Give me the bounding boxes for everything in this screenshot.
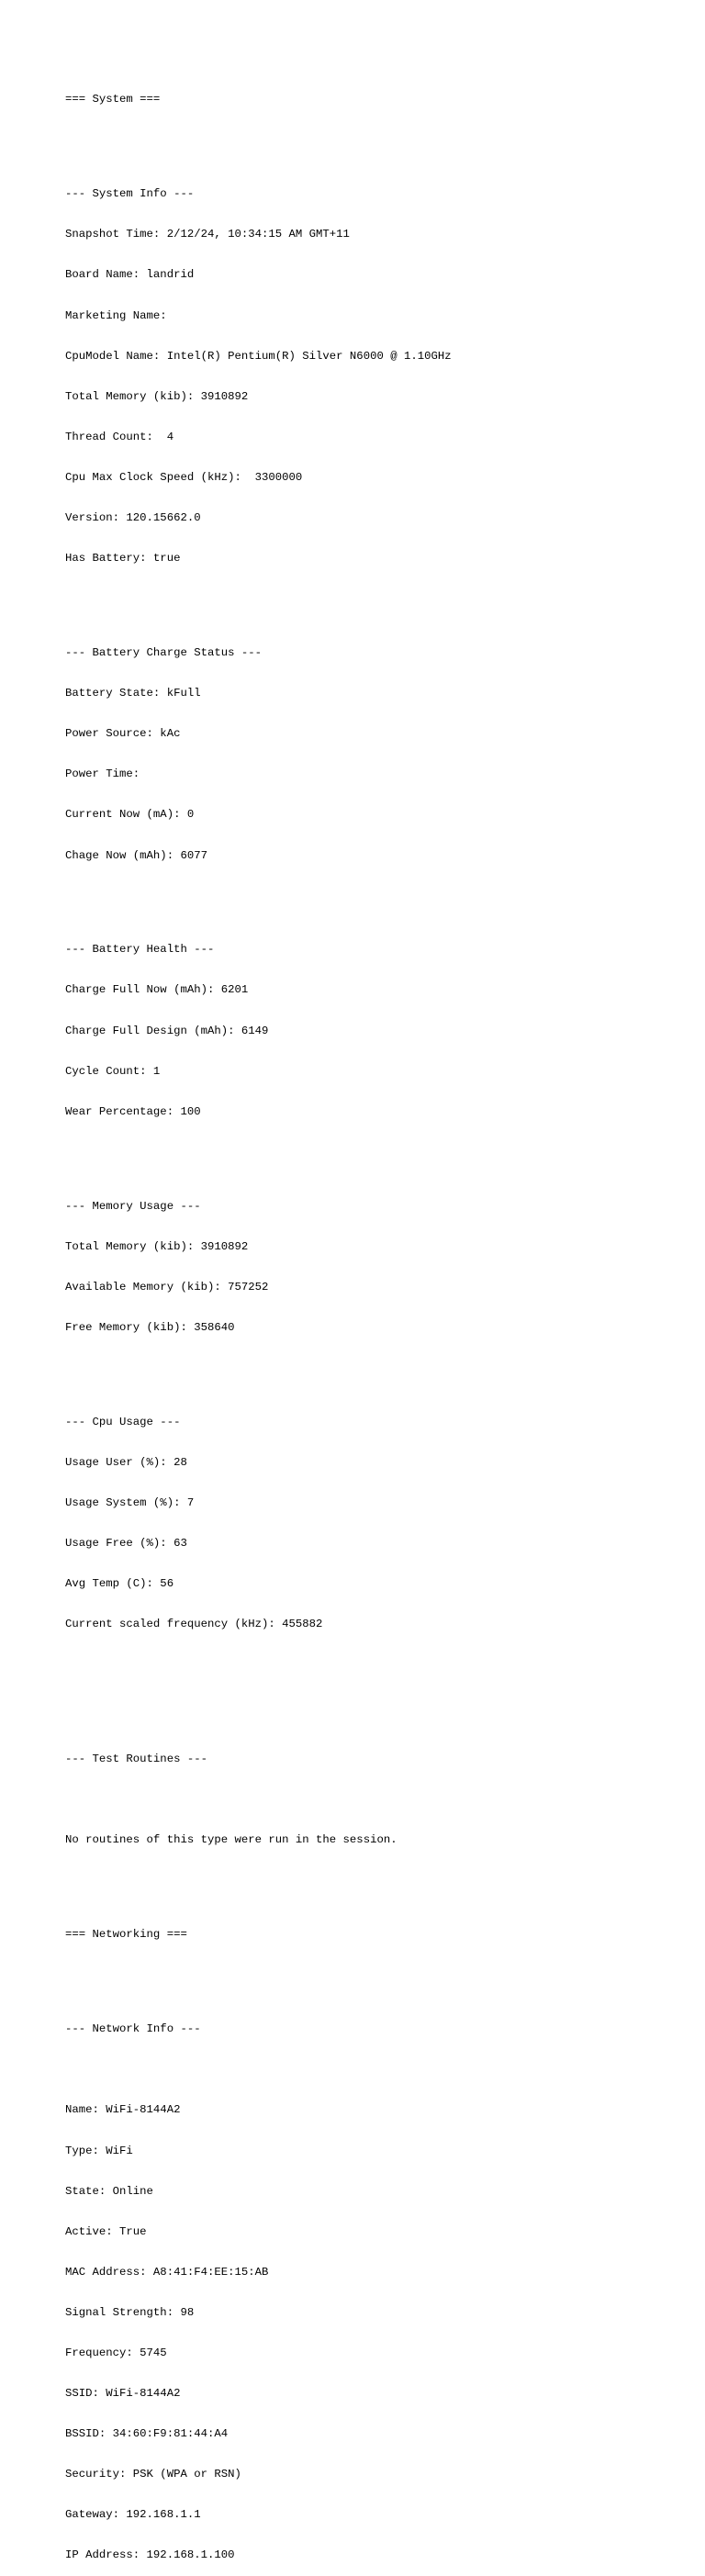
spacer [65,1361,452,1375]
mem-free: Free Memory (kib): 358640 [65,1320,235,1334]
spacer [65,1146,452,1159]
spacer [65,1793,452,1807]
spacer [65,1698,452,1712]
net-state: State: Online [65,2184,153,2198]
spacer [65,1968,452,1982]
charge-now: Chage Now (mAh): 6077 [65,848,207,862]
net-signal-strength: Signal Strength: 98 [65,2305,195,2319]
current-now: Current Now (mA): 0 [65,808,195,822]
power-source: Power Source: kAc [65,727,181,741]
scaled-frequency: Current scaled frequency (kHz): 455882 [65,1618,323,1631]
network-info-heading: --- Network Info --- [65,2022,201,2036]
net-gateway: Gateway: 192.168.1.1 [65,2508,201,2522]
test-routines-heading: --- Test Routines --- [65,1753,207,1766]
net-ip-address: IP Address: 192.168.1.100 [65,2548,235,2562]
cpu-model-name: CpuModel Name: Intel(R) Pentium(R) Silver N6000 @ 1.10GHz [65,349,452,363]
mem-available: Available Memory (kib): 757252 [65,1280,269,1294]
net-security: Security: PSK (WPA or RSN) [65,2468,241,2481]
cpu-usage-heading: --- Cpu Usage --- [65,1415,181,1428]
snapshot-time: Snapshot Time: 2/12/24, 10:34:15 AM GMT+11 [65,228,350,241]
memory-usage-heading: --- Memory Usage --- [65,1199,201,1213]
spacer [65,592,452,606]
usage-free: Usage Free (%): 63 [65,1537,187,1551]
net-active: Active: True [65,2224,147,2238]
system-header: === System === [65,93,161,106]
usage-user: Usage User (%): 28 [65,1455,187,1469]
spacer [65,134,452,148]
cycle-count: Cycle Count: 1 [65,1064,161,1078]
net-frequency: Frequency: 5745 [65,2346,167,2359]
spacer [65,890,452,903]
battery-health-heading: --- Battery Health --- [65,943,215,957]
marketing-name: Marketing Name: [65,308,167,322]
test-routines-message: No routines of this type were run in the session. [65,1833,397,1847]
spacer [65,1658,452,1672]
net-name: Name: WiFi-8144A2 [65,2103,181,2117]
system-info-heading: --- System Info --- [65,187,195,201]
charge-full-design: Charge Full Design (mAh): 6149 [65,1024,269,1037]
battery-charge-heading: --- Battery Charge Status --- [65,646,263,660]
avg-temp: Avg Temp (C): 56 [65,1577,174,1591]
version: Version: 120.15662.0 [65,511,201,525]
net-ssid: SSID: WiFi-8144A2 [65,2387,181,2401]
total-memory: Total Memory (kib): 3910892 [65,389,249,403]
charge-full-now: Charge Full Now (mAh): 6201 [65,983,249,997]
power-time: Power Time: [65,767,140,781]
net-type: Type: WiFi [65,2144,133,2157]
cpu-max-clock: Cpu Max Clock Speed (kHz): 3300000 [65,470,303,484]
mem-total: Total Memory (kib): 3910892 [65,1239,249,1253]
networking-header: === Networking === [65,1928,187,1942]
thread-count: Thread Count: 4 [65,430,174,443]
wear-percentage: Wear Percentage: 100 [65,1104,201,1118]
usage-system: Usage System (%): 7 [65,1496,195,1510]
has-battery: Has Battery: true [65,552,181,566]
net-bssid: BSSID: 34:60:F9:81:44:A4 [65,2427,229,2441]
net-mac-address: MAC Address: A8:41:F4:EE:15:AB [65,2265,269,2279]
board-name: Board Name: landrid [65,268,195,282]
diagnostics-log [65,66,452,2576]
battery-state: Battery State: kFull [65,687,201,700]
spacer [65,1875,452,1888]
spacer [65,2063,452,2077]
